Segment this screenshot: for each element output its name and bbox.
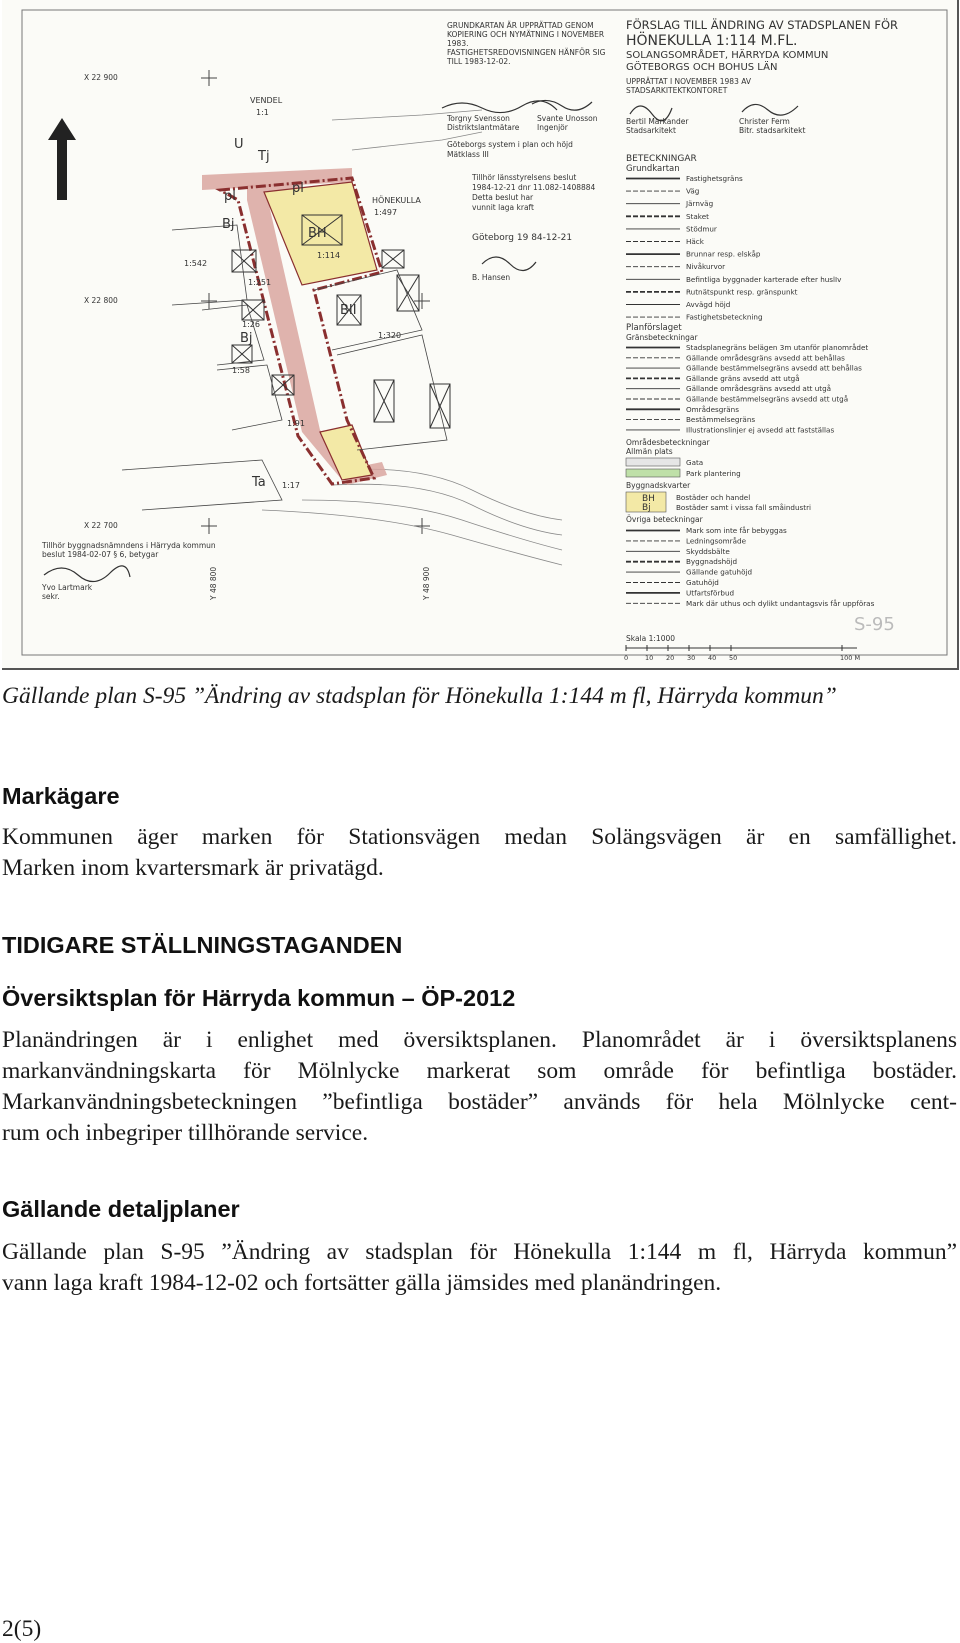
decision-note: 1984-12-21 dnr 11.082-1408884 (472, 183, 596, 192)
paragraph-op2012 (2, 1025, 957, 1149)
bottom-note: Yvo Lartmark (42, 583, 93, 592)
bottom-note: sekr. (42, 592, 60, 601)
title-note: FASTIGHETSREDOVISNINGEN HÄNFÖR SIG (447, 48, 606, 57)
paragraph-line: Marken inom kvartersmark är privatägd. (2, 855, 384, 881)
legend-subheading: Övriga beteckningar (626, 515, 703, 524)
map-label: 1:542 (184, 259, 208, 268)
bottom-signature (44, 566, 130, 582)
map-label: 1:114 (317, 251, 341, 260)
title-note: GRUNDKARTAN ÄR UPPRÄTTAD GENOM (447, 21, 594, 30)
legend-label: Byggnadshöjd (686, 557, 738, 567)
decision-note: vunnit laga kraft (472, 203, 534, 212)
paragraph-line: markanvändningskarta för Mölnlycke markerat som område för befintliga bostäder. (2, 1058, 957, 1084)
legend-label: Gata (686, 458, 704, 467)
signer: Distriktslantmätare (447, 123, 520, 132)
grid-label: X 22 800 (84, 296, 118, 305)
grid-label: Y 48 900 (422, 566, 431, 600)
decision-note: Tillhör länsstyrelsens beslut (472, 173, 577, 182)
bottom-note: beslut 1984-02-07 § 6, betygar (42, 550, 159, 559)
map-label: HÖNEKULLA (372, 196, 421, 205)
paragraph-line: Gällande plan S-95 ”Ändring av stadsplan för Hönekulla 1:144 m fl, Härryda kommun” (2, 1239, 957, 1265)
paragraph-line: vann laga kraft 1984-12-02 och fortsätter gälla jämsides med planändringen. (2, 1270, 722, 1296)
map-label: 1:1 (256, 108, 269, 117)
legend-label: Väg (686, 186, 700, 196)
legend-label: Gällande bestämmelsegräns avsedd att utgå (686, 394, 849, 404)
legend-label: Gällande gatuhöjd (686, 567, 753, 577)
map-label: Bj (240, 331, 253, 346)
map-label: 1:17 (282, 481, 300, 490)
legend-label: Stödmur (686, 224, 717, 234)
prepared-note: UPPRÄTTAT I NOVEMBER 1983 AV (626, 77, 752, 86)
legend-label: Bostäder och handel (676, 493, 751, 502)
signer: Svante Unosson (537, 114, 598, 123)
system-note: Göteborgs system i plan och höjd (447, 140, 573, 149)
signer: Torgny Svensson (447, 114, 510, 123)
sheet-mark: S-95 (854, 614, 895, 635)
map-label: 1:251 (248, 278, 272, 287)
grid-label: X 22 700 (84, 521, 118, 530)
stamp-place: Göteborg 19 84-12-21 (472, 233, 573, 243)
legend-label: Stadsplanegräns belägen 3m utanför planområdet (686, 343, 869, 352)
map-label: 1:497 (374, 208, 398, 217)
grid-label: Y 48 800 (209, 566, 218, 600)
legend-label: Ledningsområde (686, 536, 747, 546)
legend-label: Bestämmelsegräns (686, 415, 756, 425)
legend-subheading: Byggnadskvarter (626, 481, 691, 490)
decision-note: Detta beslut har (472, 193, 534, 202)
map-caption: Gällande plan S-95 ”Ändring av stadsplan för Hönekulla 1:144 m fl, Härryda kommun” (2, 683, 837, 709)
scale-tick-label: 40 (708, 654, 717, 662)
legend-label: Fastighetsgräns (686, 174, 743, 183)
legend-label: Utfartsförbud (686, 588, 735, 598)
signer: Bitr. stadsarkitekt (739, 126, 806, 135)
legend-label: Brunnar resp. elskåp (686, 249, 761, 259)
paragraph-line: Kommunen äger marken för Stationsvägen medan Solängsvägen är en samfällighet. (2, 824, 957, 850)
legend-subheading: Allmän plats (626, 447, 673, 456)
map-label: pl (292, 181, 304, 196)
map-label: Tj (258, 149, 270, 164)
legend-heading: BETECKNINGAR (626, 154, 697, 164)
page-number: 2(5) (2, 1616, 42, 1642)
prepared-note: STADSARKITEKTKONTORET (626, 86, 728, 95)
legend-label: Avvägd höjd (686, 300, 731, 309)
map-label: pl (224, 189, 236, 204)
legend-subheading: Områdesbeteckningar (626, 438, 710, 447)
legend-label: Rutnätspunkt resp. gränspunkt (686, 287, 798, 297)
legend-label: Nivåkurvor (686, 262, 726, 272)
legend-label: Gatuhöjd (686, 578, 719, 587)
scale-bar (624, 634, 860, 662)
legend-label: Mark där uthus och dylikt undantagsvis får uppföras (686, 598, 875, 608)
paragraph-detaljplaner (2, 1237, 957, 1299)
legend-label: Häck (686, 237, 704, 246)
bottom-note: Tillhör byggnadsnämndens i Härryda kommun (42, 541, 216, 550)
plan-map-drawing (2, 0, 957, 668)
legend-label: Illustrationslinjer ej avsedd att fastställas (686, 425, 835, 435)
paragraph-markagare (2, 822, 957, 884)
map-label: 1:320 (378, 331, 402, 340)
legend-label: Gällande områdesgräns avsedd att behållas (686, 353, 845, 363)
map-label: 1:91 (287, 419, 305, 428)
map-label: Ta (252, 475, 266, 490)
scale-tick-label: 10 (645, 654, 654, 662)
scale-label: Skala 1:1000 (626, 634, 676, 643)
signer: Stadsarkitekt (626, 126, 676, 135)
section-heading-tidigare: TIDIGARE STÄLLNINGSTAGANDEN (2, 932, 403, 958)
legend-label: Befintliga byggnader karterade efter huslIv (686, 274, 842, 284)
legend-label: Gällande områdesgräns avsedd att utgå (686, 384, 832, 394)
map-legend (626, 154, 875, 608)
paragraph-line: Markanvändningsbeteckningen ”befintliga bostäder” används för hela Mölnlycke cent- (2, 1089, 957, 1115)
map-title: HÖNEKULLA 1:114 M.FL. (626, 33, 798, 49)
legend-label: Fastighetsbeteckning (686, 312, 763, 322)
legend-code: Bj (642, 503, 651, 513)
map-title: SOLANGSOMRÅDET, HÄRRYDA KOMMUN (626, 50, 829, 61)
legend-label: Områdesgräns (686, 404, 739, 414)
legend-subheading: Planförslaget (626, 323, 682, 333)
legend-label: Skyddsbälte (686, 546, 730, 556)
stamp-signature (482, 257, 536, 271)
map-label: VENDEL (250, 96, 283, 105)
plan-map-image (2, 0, 959, 670)
subsection-heading-op2012: Översiktsplan för Härryda kommun – ÖP-2012 (2, 985, 516, 1011)
system-note: Mätklass III (447, 150, 489, 159)
legend-label: Gällande bestämmelsegräns avsedd att behållas (686, 363, 862, 373)
section-heading-detaljplaner: Gällande detaljplaner (2, 1196, 240, 1222)
north-arrow-icon (48, 118, 76, 200)
paragraph-line: rum och inbegriper tillhörande service. (2, 1120, 369, 1146)
map-title: FÖRSLAG TILL ÄNDRING AV STADSPLANEN FÖR (626, 18, 898, 32)
legend-label: Staket (686, 211, 709, 221)
section-heading-markagare: Markägare (2, 783, 120, 809)
grid-label: X 22 900 (84, 73, 118, 82)
scale-tick-label: 0 (624, 654, 629, 662)
map-label: 1:26 (242, 320, 260, 329)
paragraph-line: Planändringen är i enlighet med översiktsplanen. Planområdet är i översiktsplanens (2, 1027, 957, 1053)
scale-tick-label: 100 M (840, 654, 861, 662)
scale-tick-label: 50 (729, 654, 738, 662)
map-label: U (234, 137, 244, 152)
scale-tick-label: 20 (666, 654, 675, 662)
legend-label: Järnväg (686, 199, 714, 209)
title-note: TILL 1983-12-02. (447, 57, 511, 66)
legend-label: Bostäder samt i vissa fall småindustri (676, 503, 812, 512)
legend-label: Mark som inte får bebyggas (686, 526, 787, 535)
title-note: KOPIERING OCH NYMÄTNING I NOVEMBER (447, 30, 605, 39)
signer: Ingenjör (537, 123, 568, 132)
title-note: 1983. (447, 39, 469, 48)
legend-subheading: Gränsbeteckningar (626, 333, 698, 342)
signer: Bertil Markander (626, 117, 689, 126)
signer: Christer Ferm (739, 117, 790, 126)
map-label: Bj (222, 217, 235, 232)
stamp-name: B. Hansen (472, 273, 511, 282)
legend-code: BH (642, 494, 655, 504)
legend-label: Park plantering (686, 469, 741, 478)
map-label: 1:58 (232, 366, 250, 375)
map-label: BH (308, 226, 327, 241)
legend-label: Gällande gräns avsedd att utgå (686, 373, 800, 383)
map-title: GÖTEBORGS OCH BOHUS LÄN (626, 62, 778, 73)
map-label: BII (340, 303, 357, 318)
legend-subheading: Grundkartan (626, 164, 680, 174)
scale-tick-label: 30 (687, 654, 696, 662)
